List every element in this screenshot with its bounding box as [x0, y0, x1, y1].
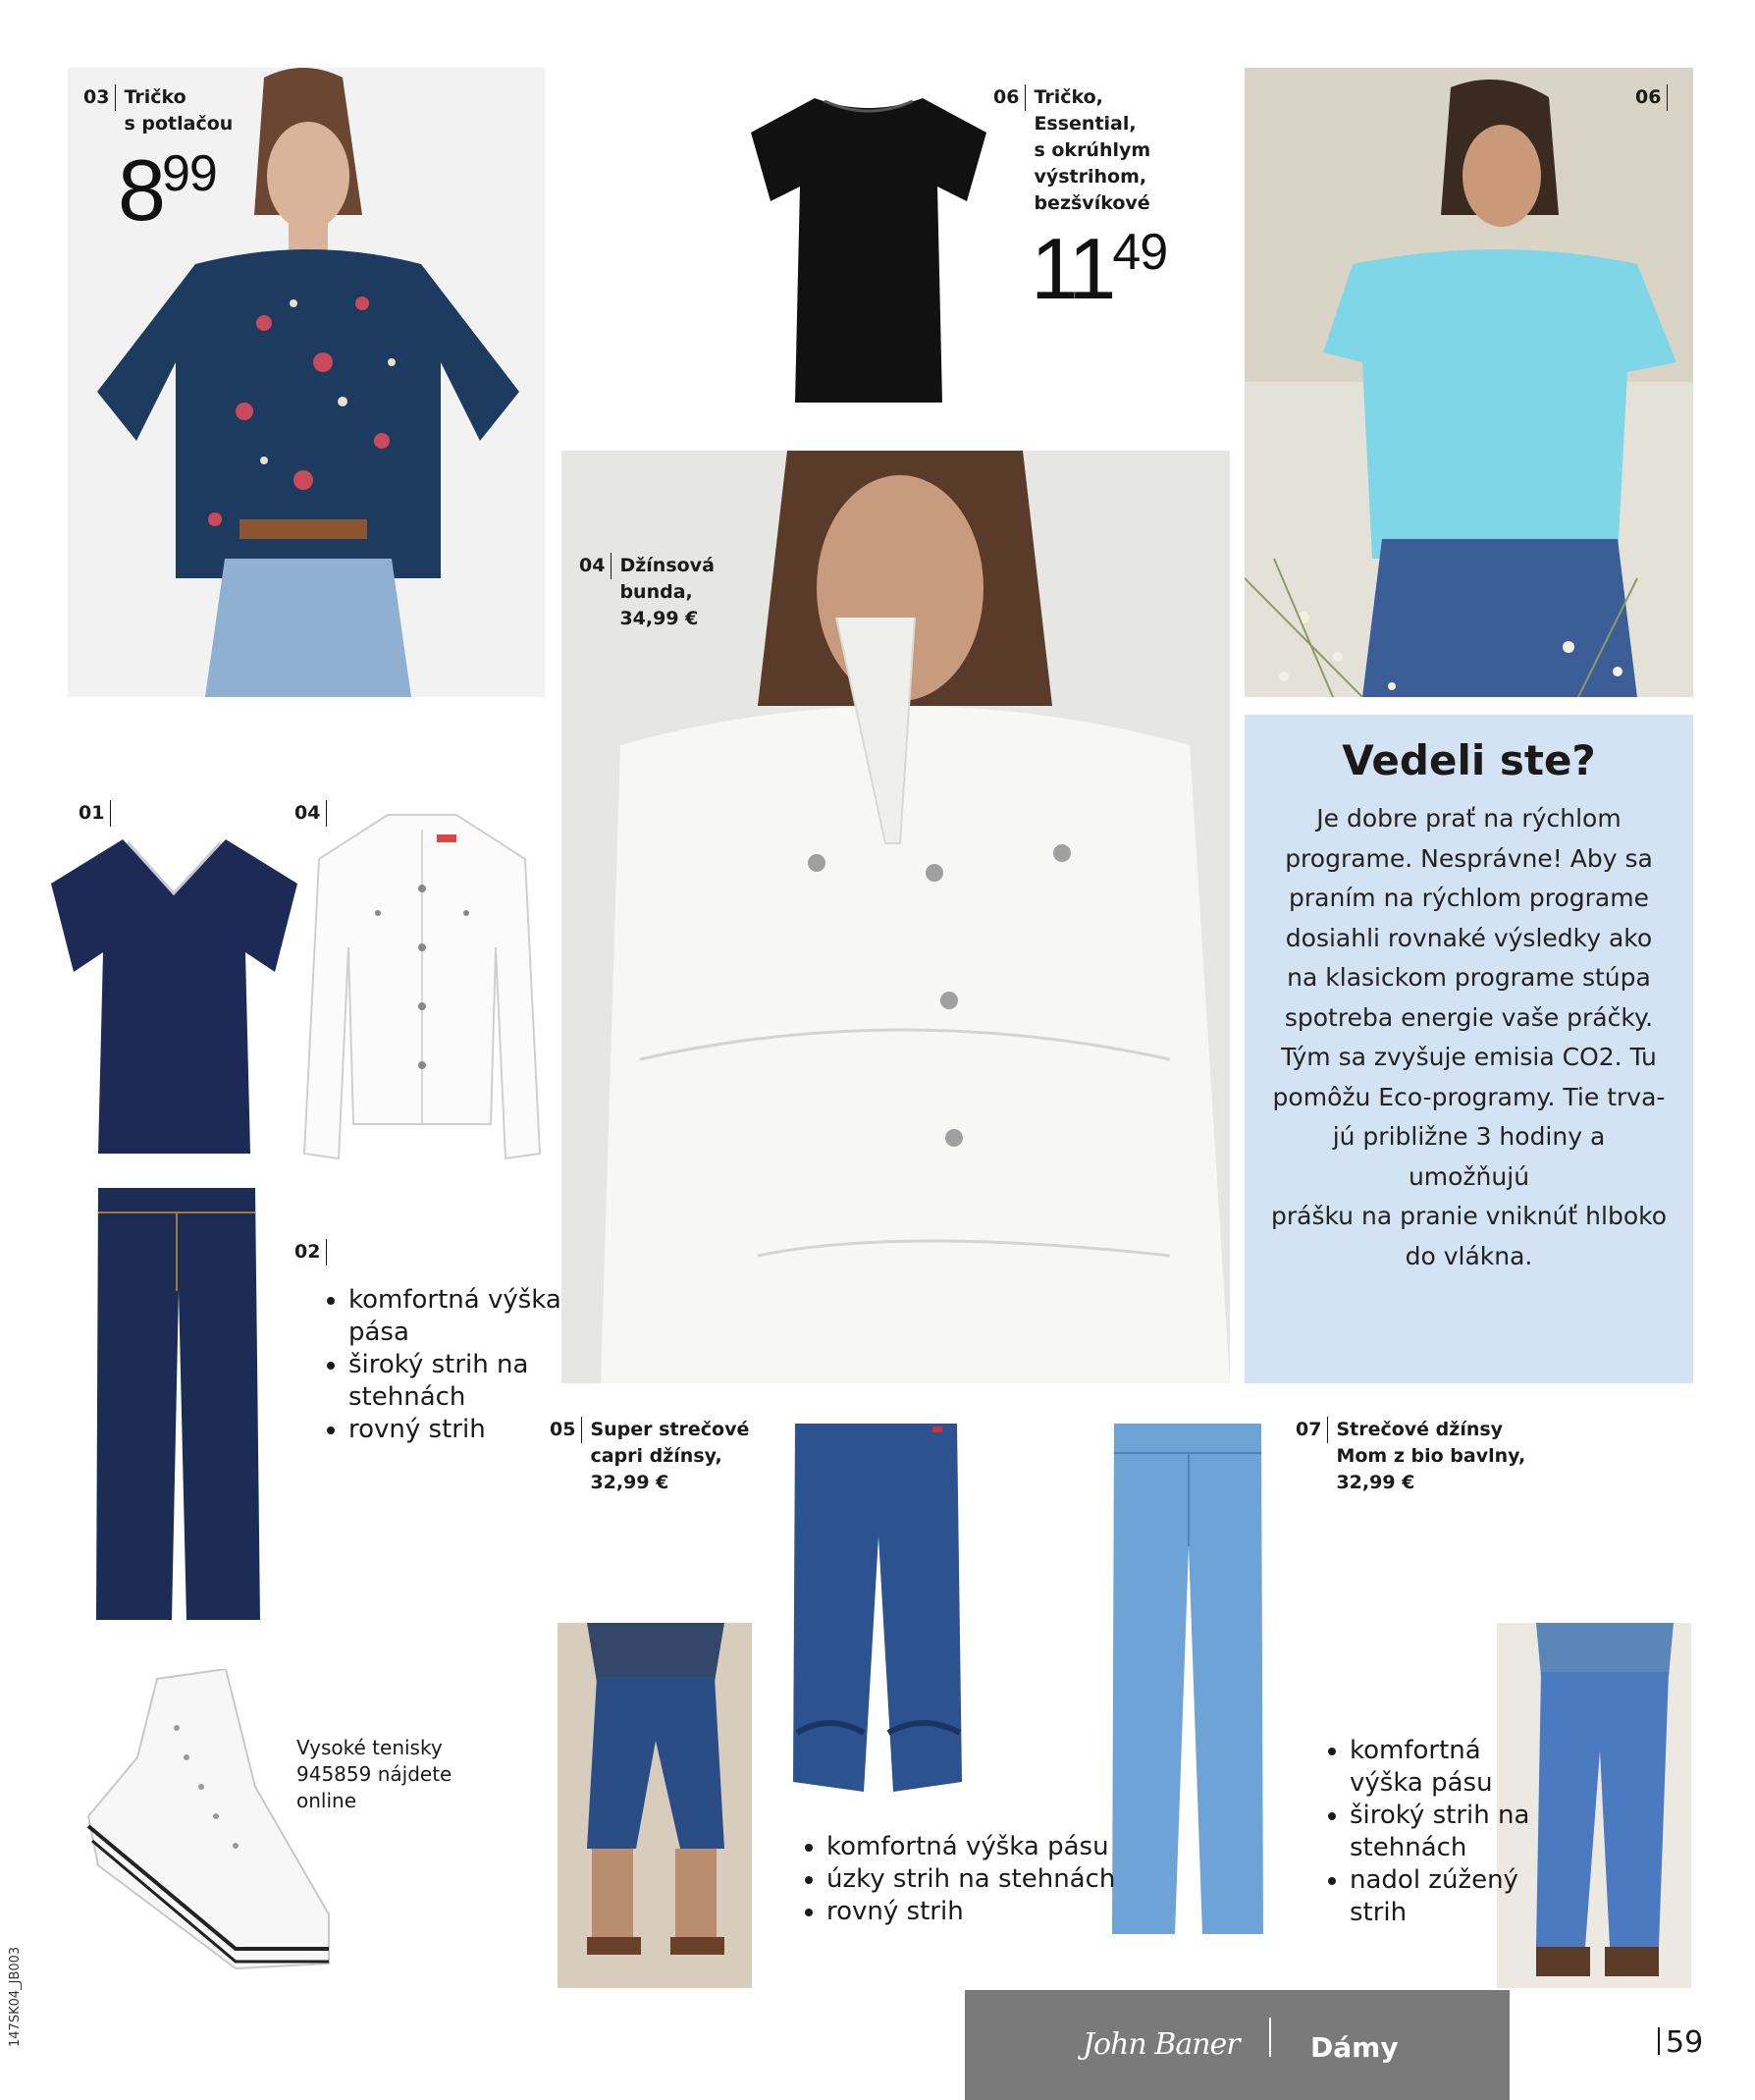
feature-item: • rovný strih	[826, 1896, 1141, 1928]
sneakers-note: Vysoké tenisky 945859 nájdete online	[296, 1736, 452, 1812]
info-title: Vedeli ste?	[1342, 736, 1596, 784]
brand-logo: John Baner	[1083, 2027, 1240, 2062]
features-05	[797, 1831, 1141, 1928]
black-tee-product	[746, 93, 991, 407]
product-label-06	[993, 84, 1150, 217]
price-cents: 49	[1112, 224, 1168, 281]
feature-item: • komfortná výška pásu	[826, 1831, 1141, 1863]
feature-item: • široký strih na stehnách	[348, 1349, 574, 1414]
features-07	[1320, 1735, 1536, 1929]
page-number-value: 59	[1666, 2025, 1704, 2060]
product-name: Strečové džínsy Mom z bio bavlny, 32,99 €	[1336, 1419, 1526, 1493]
dark-jeans-product	[88, 1183, 265, 1625]
product-label-05	[550, 1417, 749, 1496]
product-name: Džínsová bunda, 34,99 €	[619, 555, 715, 629]
product-label-01	[79, 800, 119, 827]
price-03	[118, 141, 217, 239]
product-number: 03	[83, 84, 116, 111]
feature-item: • úzky strih na stehnách	[826, 1863, 1141, 1896]
product-number: 07	[1296, 1417, 1328, 1443]
features-02	[319, 1284, 574, 1446]
product-name: Super strečové capri džínsy, 32,99 €	[590, 1419, 750, 1493]
product-number: 06	[1635, 84, 1668, 111]
product-name: Tričko, Essential, s okrúhlym výstrihom, bezšvíkové	[1034, 86, 1151, 214]
catalog-code: 147SK04_JB003	[8, 1946, 23, 2047]
product-number: 02	[294, 1239, 327, 1265]
page-number	[1658, 2025, 1703, 2060]
product-number: 04	[579, 553, 612, 579]
model-photo-capri-jeans	[558, 1623, 752, 1988]
price-main: 11	[1031, 220, 1113, 317]
product-number: 04	[294, 800, 327, 827]
feature-item: • komfortná výška pása	[348, 1284, 574, 1349]
footer-bar	[965, 1990, 1510, 2100]
white-sneaker-product	[79, 1669, 339, 1983]
price-06	[1031, 220, 1168, 317]
feature-item: • široký strih na stehnách	[1350, 1800, 1536, 1864]
product-name: Tričko s potlačou	[124, 86, 234, 135]
did-you-know-box	[1245, 715, 1693, 1383]
product-label-04-photo	[579, 553, 715, 632]
product-number: 01	[79, 800, 111, 827]
feature-item: • nadol zúžený strih	[1350, 1864, 1536, 1929]
product-label-04-small	[294, 800, 335, 827]
product-label-06-photo	[1635, 84, 1675, 111]
footer-divider	[1269, 2018, 1271, 2057]
product-number: 06	[993, 84, 1026, 111]
section-title: Dámy	[1310, 2031, 1399, 2064]
model-photo-turquoise-tee	[1245, 68, 1693, 697]
product-label-03	[83, 84, 233, 137]
capri-jeans-product	[785, 1419, 967, 1797]
price-cents: 99	[161, 145, 217, 202]
white-jacket-product	[299, 810, 545, 1163]
page-number-bar	[1658, 2027, 1660, 2055]
product-number: 05	[550, 1417, 582, 1443]
price-main: 8	[118, 141, 162, 239]
product-label-02	[294, 1239, 335, 1265]
product-label-07	[1296, 1417, 1525, 1496]
feature-item: • komfortná výška pásu	[1350, 1735, 1536, 1800]
info-body: Je dobre prať na rýchlom programe. Nesprávne! Aby sa praním na rýchlom programe dosiahli rovnaké výsledky ako na klasickom programe stúpa spotreba energie vaše práčky. Tým sa zvyšuje emisia CO2. Tu pomôžu Eco-programy. Tie trva- jú približne 3 hodiny a umožňujú prášku na pranie vniknúť hlboko do vlákna.	[1270, 804, 1668, 1270]
navy-tee-product	[44, 835, 304, 1158]
feature-item: • rovný strih	[348, 1414, 574, 1446]
